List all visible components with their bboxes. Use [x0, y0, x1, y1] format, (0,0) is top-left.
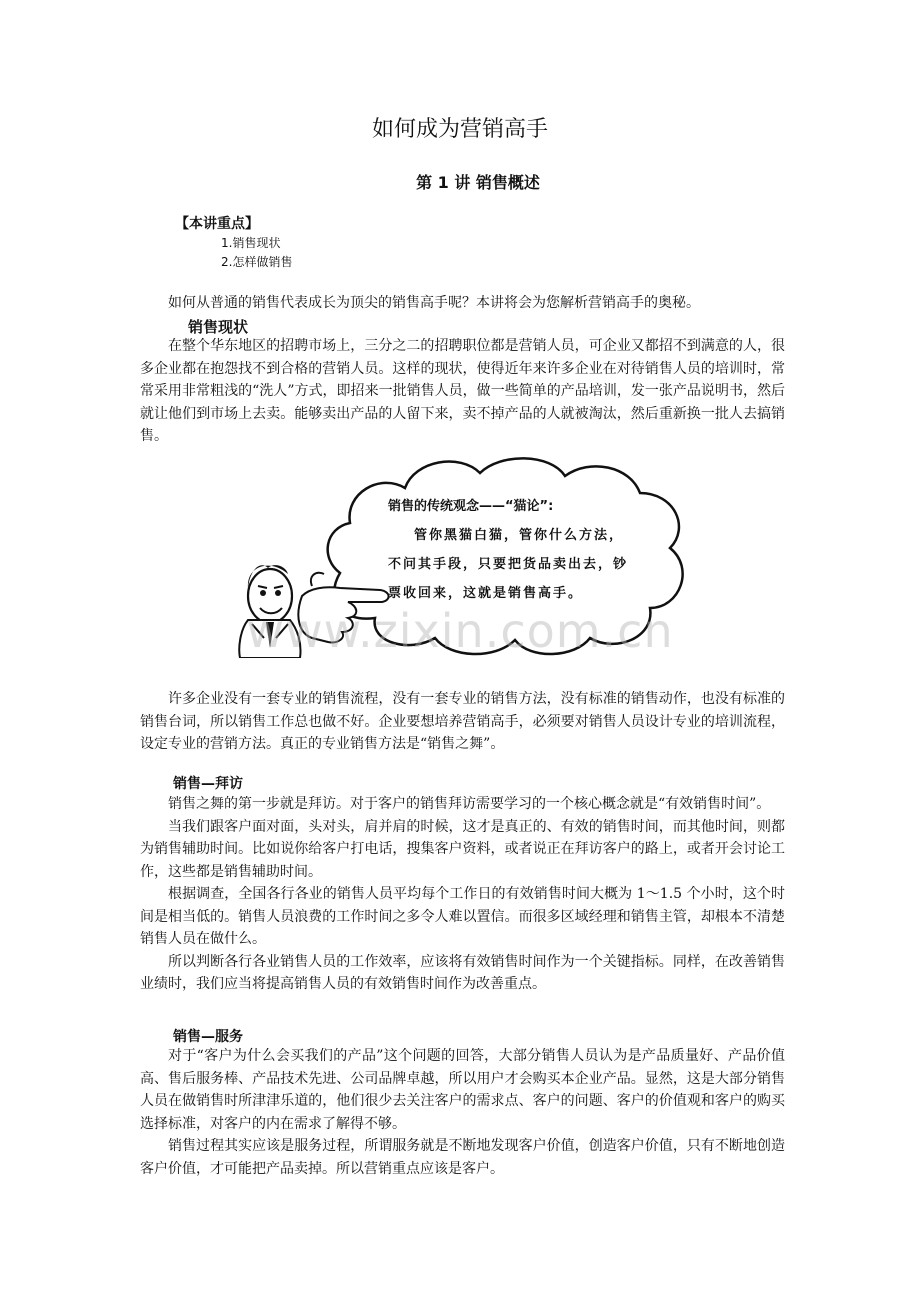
section-status-body	[140, 335, 785, 448]
paragraph: 所以判断各行各业销售人员的工作效率，应该将有效销售时间作为一个关键指标。同样，在改善销售业绩时，我们应当将提高销售人员的有效销售时间作为改善重点。	[140, 953, 785, 992]
watermark: www.zixin.com.cn	[246, 604, 674, 658]
document-title: 如何成为营销高手	[371, 117, 548, 142]
paragraph: 许多企业没有一套专业的销售流程，没有一套专业的销售方法，没有标准的销售动作，也没有标准的销售台词，所以销售工作总也做不好。企业要想培养营销高手，必须要对销售人员设计专业的培训流程，设定专业的营销方法。真正的专业销售方法是“销售之舞”。	[140, 691, 785, 752]
key-point-item: 2.怎样做销售	[221, 255, 293, 269]
key-points-heading: 【本讲重点】	[175, 216, 259, 232]
paragraph: 销售过程其实应该是服务过程，所谓服务就是不断地发现客户价值，创造客户价值，只有不断地创造客户价值，才可能把产品卖掉。所以营销重点应该是客户。	[140, 1138, 785, 1177]
section-heading-service: 销售—服务	[173, 1029, 243, 1045]
section-visit-body	[140, 793, 785, 996]
key-point-item: 1.销售现状	[221, 236, 281, 250]
paragraph: 根据调查，全国各行各业的销售人员平均每个工作日的有效销售时间大概为 1～1.5 个小时，这个时间是相当低的。销售人员浪费的工作时间之多令人难以置信。而很多区域经理和销售主管，却根本不清楚销售人员在做什么。	[140, 886, 785, 947]
section-heading-status: 销售现状	[188, 318, 249, 336]
lecture-heading: 第 1 讲 销售概述	[416, 173, 540, 192]
paragraph: 销售之舞的第一步就是拜访。对于客户的销售拜访需要学习的一个核心概念就是“有效销售时间”。	[168, 796, 771, 812]
paragraph: 在整个华东地区的招聘市场上，三分之二的招聘职位都是营销人员，可企业又都招不到满意的人，很多企业都在抱怨找不到合格的营销人员。这样的现状，使得近年来许多企业在对待销售人员的培训时，常常采用非常粗浅的“洗人”方式，即招来一批销售人员，做一些简单的产品培训，发一张产品说明书，然后就让他们到市场上去卖。能够卖出产品的人留下来，卖不掉产品的人就被淘汰，然后重新换一批人去搞销售。	[140, 338, 785, 444]
intro-paragraph	[140, 292, 785, 315]
cloud-text	[388, 492, 638, 608]
key-points	[175, 215, 292, 272]
after-cartoon-body	[140, 688, 785, 756]
cloud-body: 管你黑猫白猫，管你什么方法，不问其手段，只要把货品卖出去，钞票收回来，这就是销售高手。	[388, 528, 629, 601]
intro-text: 如何从普通的销售代表成长为顶尖的销售高手呢？本讲将会为您解析营销高手的奥秘。	[168, 295, 700, 311]
paragraph: 对于“客户为什么会买我们的产品”这个问题的回答，大部分销售人员认为是产品质量好、产品价值高、售后服务棒、产品技术先进、公司品牌卓越，所以用户才会购买本企业产品。显然，这是大部分销售人员在做销售时所津津乐道的，他们很少去关注客户的需求点、客户的问题、客户的价值观和客户的购买选择标准，对客户的内在需求了解得不够。	[140, 1048, 785, 1132]
paragraph: 当我们跟客户面对面，头对头，肩并肩的时候，这才是真正的、有效的销售时间，而其他时间，则都为销售辅助时间。比如说你给客户打电话，搜集客户资料，或者说正在拜访客户的路上，或者开会讨论工作，这些都是销售辅助时间。	[140, 818, 785, 880]
section-service-body	[140, 1045, 785, 1180]
cloud-heading: 销售的传统观念——“猫论”:	[388, 499, 554, 514]
section-heading-visit: 销售—拜访	[173, 776, 243, 792]
